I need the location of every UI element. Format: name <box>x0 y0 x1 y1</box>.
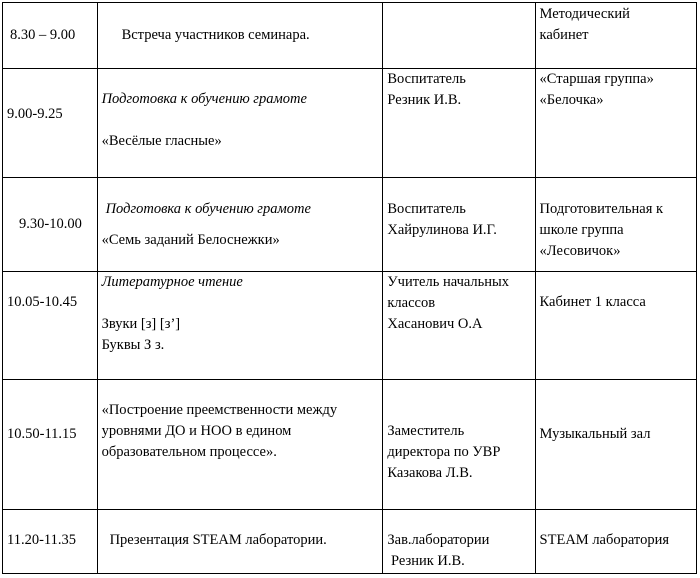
place-line: «Лесовичок» <box>539 243 621 259</box>
place-cell <box>535 510 696 574</box>
person-line: Воспитатель <box>387 201 466 217</box>
event-line: «Построение преемственности между <box>101 402 338 418</box>
place-line: «Белочка» <box>539 92 604 108</box>
event-title: Литературное чтение <box>101 274 243 290</box>
table-row <box>3 272 697 380</box>
person-line: Учитель начальных <box>387 274 510 290</box>
place-cell <box>535 178 696 272</box>
event-text: «Весёлые гласные» <box>101 133 222 149</box>
time-cell <box>3 510 98 574</box>
place-line: кабинет <box>539 27 589 43</box>
event-cell <box>97 69 383 178</box>
time-cell <box>3 69 98 178</box>
table-row <box>3 380 697 510</box>
event-title: Подготовка к обучению грамоте <box>101 91 307 107</box>
place-cell <box>535 380 696 510</box>
person-line: директора по УВР <box>387 444 501 460</box>
place-line: «Старшая группа» <box>539 71 654 87</box>
place-cell <box>535 3 696 69</box>
person-line: Хасанович О.А <box>387 316 483 332</box>
person-line: Воспитатель <box>387 71 466 87</box>
table-row <box>3 3 697 69</box>
place-line: Подготовительная к <box>539 201 664 217</box>
place-line: STEAM лаборатория <box>539 532 669 548</box>
person-line: Зав.лаборатории <box>387 532 490 548</box>
place-line: Музыкальный зал <box>539 426 651 442</box>
event-title: Подготовка к обучению грамоте <box>105 201 311 217</box>
person-line: классов <box>387 295 436 311</box>
person-line: Резник И.В. <box>387 92 462 108</box>
place-line: Кабинет 1 класса <box>539 294 646 310</box>
time-text: 9.30-10.00 <box>19 216 82 232</box>
time-text: 11.20-11.35 <box>7 532 77 548</box>
person-cell <box>383 69 535 178</box>
time-text: 9.00-9.25 <box>7 105 63 122</box>
time-text: 10.05-10.45 <box>7 294 78 310</box>
person-line: Заместитель <box>387 423 465 439</box>
time-cell <box>3 272 98 380</box>
place-line: Методический <box>539 6 630 22</box>
place-cell <box>535 69 696 178</box>
event-text: Встреча участников семинара. <box>121 27 310 43</box>
person-cell <box>383 510 535 574</box>
person-cell <box>383 3 535 69</box>
event-text: Презентация STEAM лаборатории. <box>109 532 327 548</box>
event-cell <box>97 272 383 380</box>
event-cell <box>97 380 383 510</box>
table-row <box>3 178 697 272</box>
person-cell <box>383 178 535 272</box>
event-cell <box>97 3 383 69</box>
person-cell <box>383 380 535 510</box>
event-line: Звуки [з] [з’] <box>101 316 181 332</box>
schedule-table <box>2 2 697 574</box>
time-text: 10.50-11.15 <box>7 426 77 442</box>
person-cell <box>383 272 535 380</box>
place-cell <box>535 272 696 380</box>
event-cell <box>97 178 383 272</box>
time-text: 8.30 – 9.00 <box>10 27 76 43</box>
event-cell <box>97 510 383 574</box>
event-line: уровнями ДО и НОО в едином <box>101 423 292 439</box>
table-row <box>3 69 697 178</box>
person-line: Казакова Л.В. <box>387 465 473 481</box>
person-line: Резник И.В. <box>387 553 465 569</box>
event-line: Буквы З з. <box>101 337 165 353</box>
place-line: школе группа <box>539 222 624 238</box>
event-text: «Семь заданий Белоснежки» <box>101 232 280 248</box>
table-row <box>3 510 697 574</box>
time-cell <box>3 178 98 272</box>
time-cell <box>3 3 98 69</box>
time-cell <box>3 380 98 510</box>
person-line: Хайрулинова И.Г. <box>387 222 497 238</box>
event-line: образовательном процессе». <box>101 444 277 460</box>
